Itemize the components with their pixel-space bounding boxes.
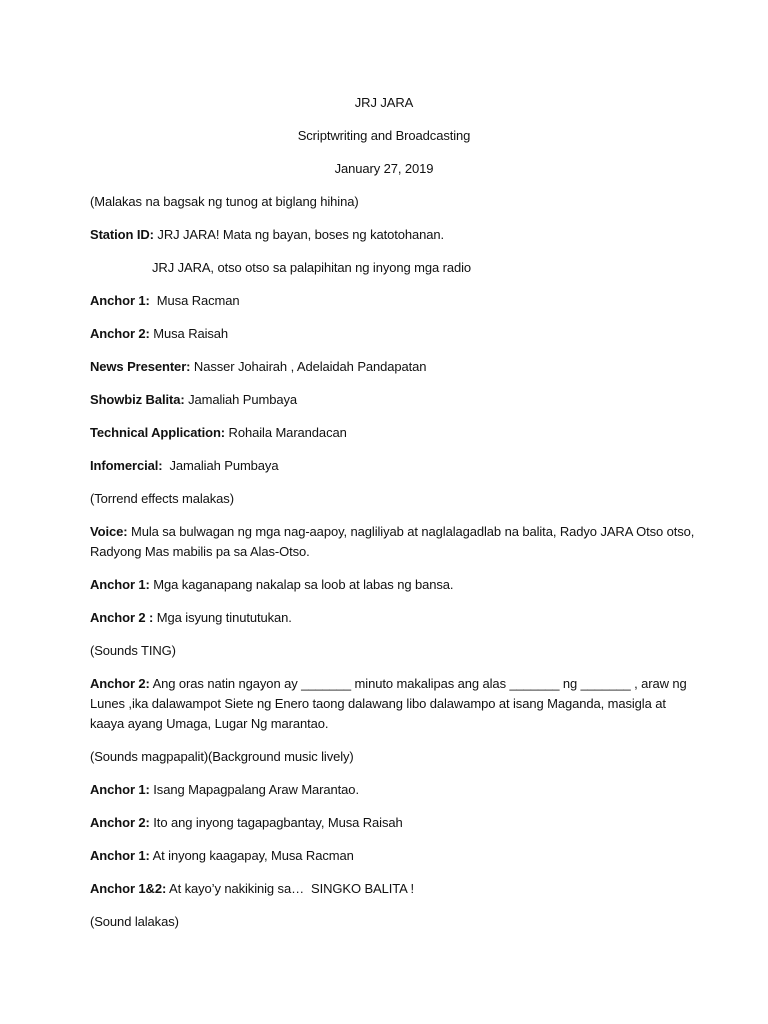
anchor1-label: Anchor 1: bbox=[90, 782, 150, 797]
anchor1-dialogue bbox=[90, 575, 453, 595]
document-title: JRJ JARA bbox=[354, 95, 414, 110]
anchor2-label: Anchor 2: bbox=[90, 326, 150, 341]
dialogue-text: Ang oras natin ngayon ay _______ minuto makalipas ang alas _______ ng _______ , araw ng bbox=[149, 676, 687, 691]
showbiz-name: Jamaliah Pumbaya bbox=[184, 392, 298, 407]
dialogue-text: At inyong kaagapay, Musa Racman bbox=[149, 848, 354, 863]
technical-label: Technical Application: bbox=[90, 425, 226, 440]
anchor1-dialogue bbox=[90, 846, 354, 866]
dialogue-text-cont: kaaya ayang Umaga, Lugar Ng marantao. bbox=[90, 716, 329, 731]
showbiz-line bbox=[90, 390, 297, 410]
stage-direction: (Torrend effects malakas) bbox=[90, 491, 234, 506]
news-presenter-names: Nasser Johairah , Adelaidah Pandapatan bbox=[190, 359, 427, 374]
infomercial-line bbox=[90, 456, 278, 476]
dialogue-text-cont: Lunes ,ika dalawampot Siete ng Enero taong dalawang libo dalawampo at isang Maganda, masigla at bbox=[90, 696, 666, 711]
anchor1-line bbox=[90, 291, 240, 311]
infomercial-name: Jamaliah Pumbaya bbox=[162, 458, 279, 473]
stage-direction: (Sounds TING) bbox=[90, 643, 176, 658]
station-id-text: JRJ JARA! Mata ng bayan, boses ng katotohanan. bbox=[153, 227, 445, 242]
station-id-line bbox=[90, 225, 444, 245]
technical-name: Rohaila Marandacan bbox=[225, 425, 347, 440]
document-subtitle: Scriptwriting and Broadcasting bbox=[297, 128, 471, 143]
document-date: January 27, 2019 bbox=[334, 161, 434, 176]
dialogue-text: Mga isyung tinututukan. bbox=[153, 610, 292, 625]
voice-text: Mula sa bulwagan ng mga nag-aapoy, nagliliyab at naglalagadlab na balita, Radyo JARA Otso otso, bbox=[127, 524, 695, 539]
showbiz-label: Showbiz Balita: bbox=[90, 392, 185, 407]
news-presenter-line bbox=[90, 357, 426, 377]
dialogue-text: At kayo’y nakikinig sa… SINGKO BALITA ! bbox=[166, 881, 415, 896]
stage-direction: (Malakas na bagsak ng tunog at biglang hihina) bbox=[90, 194, 359, 209]
voice-line bbox=[90, 522, 694, 542]
anchor1-label: Anchor 1: bbox=[90, 848, 150, 863]
anchor1-dialogue bbox=[90, 780, 359, 800]
anchor2-line bbox=[90, 324, 228, 344]
stage-direction: (Sound lalakas) bbox=[90, 914, 179, 929]
voice-text-cont: Radyong Mas mabilis pa sa Alas-Otso. bbox=[90, 544, 310, 559]
dialogue-text: Isang Mapagpalang Araw Marantao. bbox=[149, 782, 359, 797]
anchor2-dialogue bbox=[90, 813, 403, 833]
news-presenter-label: News Presenter: bbox=[90, 359, 191, 374]
anchor1-name: Musa Racman bbox=[149, 293, 240, 308]
station-id-label: Station ID: bbox=[90, 227, 154, 242]
anchor1-label: Anchor 1: bbox=[90, 577, 150, 592]
technical-line bbox=[90, 423, 347, 443]
anchor2-dialogue bbox=[90, 608, 292, 628]
anchor2-dialogue bbox=[90, 674, 687, 694]
anchor2-label: Anchor 2: bbox=[90, 815, 150, 830]
anchor2-name: Musa Raisah bbox=[149, 326, 229, 341]
voice-label: Voice: bbox=[90, 524, 128, 539]
anchor2-label: Anchor 2: bbox=[90, 676, 150, 691]
dialogue-text: Mga kaganapang nakalap sa loob at labas ng bansa. bbox=[149, 577, 454, 592]
anchor1-label: Anchor 1: bbox=[90, 293, 150, 308]
dialogue-text: Ito ang inyong tagapagbantay, Musa Raisah bbox=[149, 815, 403, 830]
anchor-both-label: Anchor 1&2: bbox=[90, 881, 167, 896]
infomercial-label: Infomercial: bbox=[90, 458, 163, 473]
anchor2-label: Anchor 2 : bbox=[90, 610, 154, 625]
anchor-both-dialogue bbox=[90, 879, 414, 899]
stage-direction: (Sounds magpapalit)(Background music lively) bbox=[90, 749, 354, 764]
station-id-subline: JRJ JARA, otso otso sa palapihitan ng inyong mga radio bbox=[152, 260, 472, 275]
